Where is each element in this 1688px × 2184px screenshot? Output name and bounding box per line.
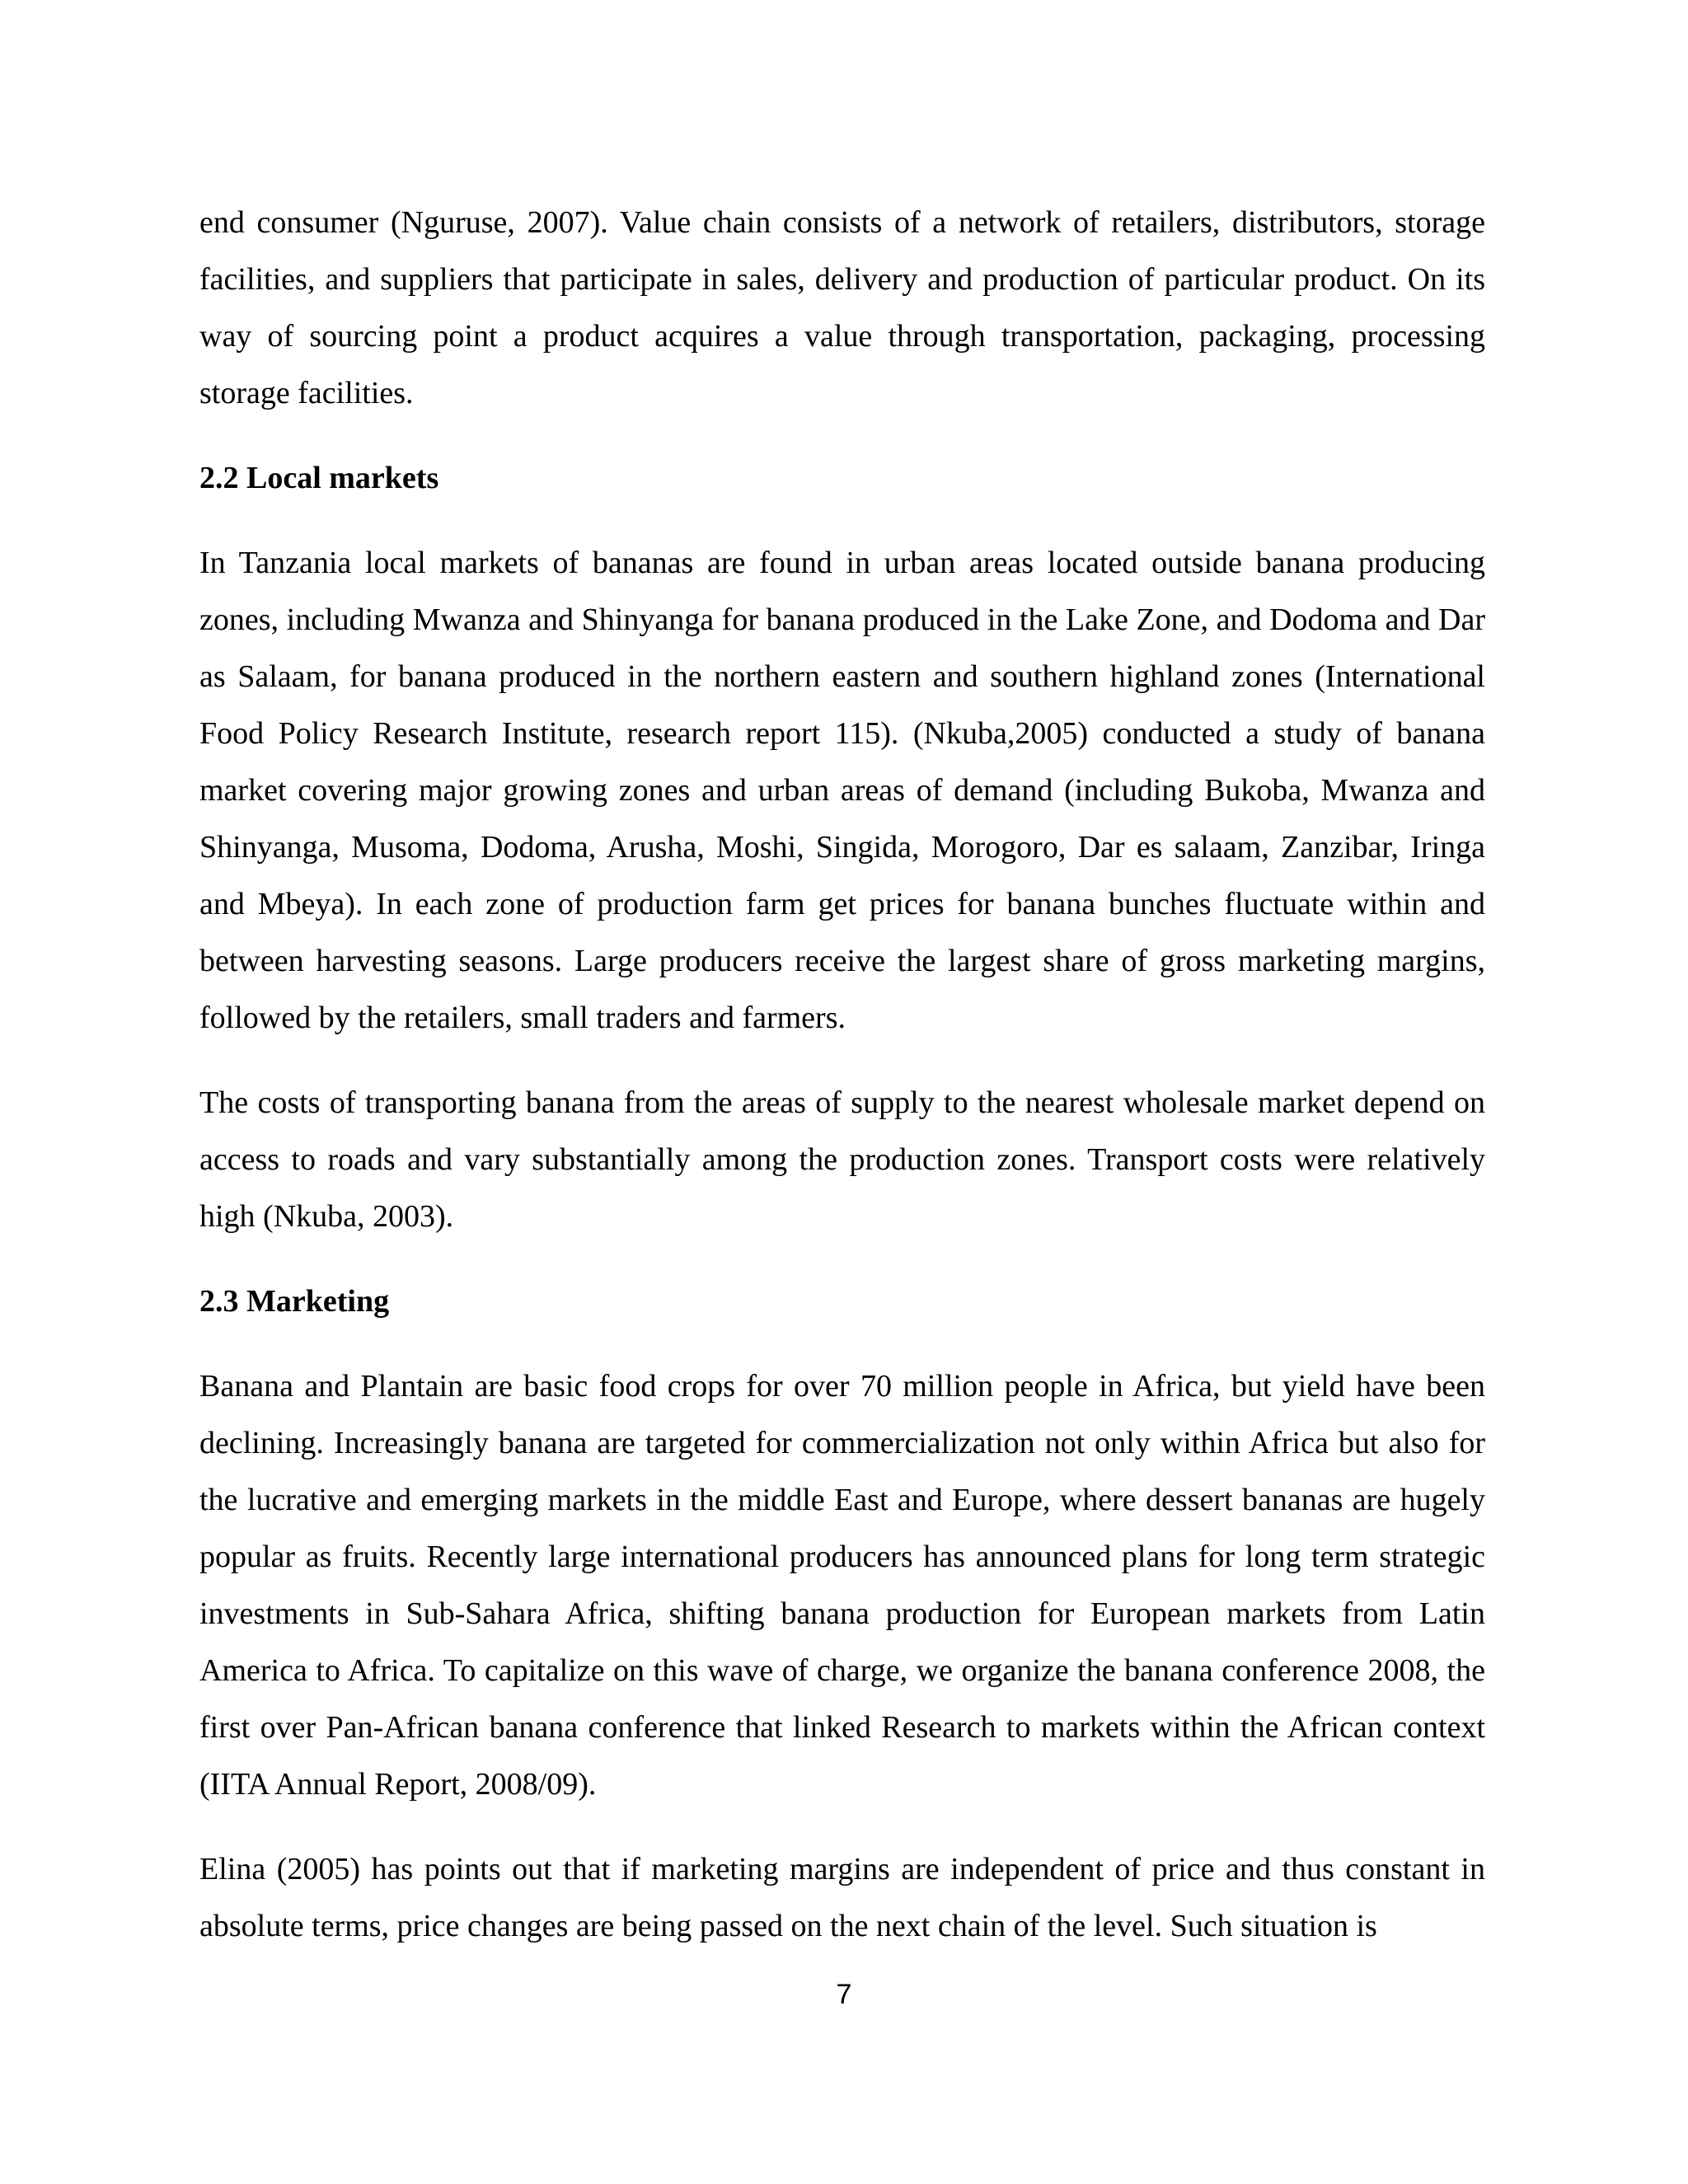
section-heading-marketing: 2.3 Marketing [199, 1284, 390, 1319]
page-number: 7 [836, 1979, 852, 2010]
local-markets-paragraph-2: The costs of transporting banana from the areas of supply to the nearest wholesale market depend on access to roads and vary substantially among the production zones. Transport costs were relatively high (Nkuba, 2003). [199, 1085, 1485, 1234]
document-page [199, 194, 1485, 1983]
local-markets-paragraph-1: In Tanzania local markets of bananas are found in urban areas located outside banana producing zones, including Mwanza and Shinyanga for banana produced in the Lake Zone, and Dodoma and Dar as Salaam, for banana produced in the northern eastern and southern highland zones (International Food Policy Research Institute, research report 115). (Nkuba,2005) conducted a study of banana market covering major growing zones and urban areas of demand (including Bukoba, Mwanza and Shinyanga, Musoma, Dodoma, Arusha, Moshi, Singida, Morogoro, Dar es salaam, Zanzibar, Iringa and Mbeya). In each zone of production farm get prices for banana bunches fluctuate within and between harvesting seasons. Large producers receive the largest share of gross marketing margins, followed by the retailers, small traders and farmers. [199, 546, 1485, 1035]
marketing-paragraph-2: Elina (2005) has points out that if marketing margins are independent of price and thus constant in absolute terms, price changes are being passed on the next chain of the level. Such situation is [199, 1852, 1485, 1943]
marketing-paragraph-1: Banana and Plantain are basic food crops for over 70 million people in Africa, but yield have been declining. Increasingly banana are targeted for commercialization not only within Africa but also for the lucrative and emerging markets in the middle East and Europe, where dessert bananas are hugely popular as fruits. Recently large international producers has announced plans for long term strategic investments in Sub-Sahara Africa, shifting banana production for European markets from Latin America to Africa. To capitalize on this wave of charge, we organize the banana conference 2008, the first over Pan-African banana conference that linked Research to markets within the African context (IITA Annual Report, 2008/09). [199, 1369, 1485, 1802]
section-heading-local-markets: 2.2 Local markets [199, 461, 439, 495]
intro-paragraph: end consumer (Nguruse, 2007). Value chain consists of a network of retailers, distributors, storage facilities, and suppliers that participate in sales, delivery and production of particular product. On its way of sourcing point a product acquires a value through transportation, packaging, processing storage facilities. [199, 205, 1485, 410]
